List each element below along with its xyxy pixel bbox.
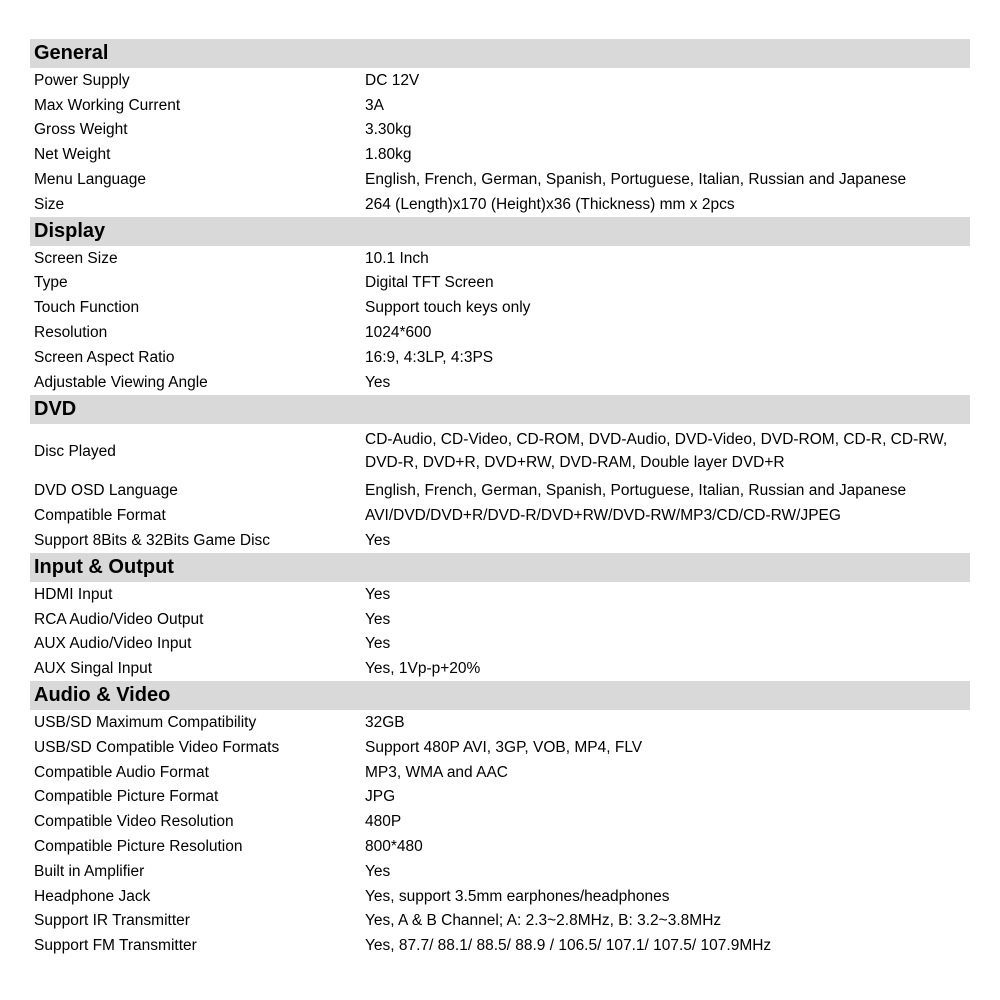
spec-label: Headphone Jack: [34, 887, 151, 905]
spec-value: AVI/DVD/DVD+R/DVD-R/DVD+RW/DVD-RW/MP3/CD/CD-RW/JPEG: [365, 507, 841, 525]
spec-section: [30, 681, 970, 958]
spec-label: Support 8Bits & 32Bits Game Disc: [34, 532, 271, 550]
spec-label: Compatible Audio Format: [34, 763, 209, 781]
table-row: [30, 656, 970, 681]
spec-section: [30, 395, 970, 553]
spec-label: Menu Language: [34, 171, 147, 189]
spec-value: Yes, support 3.5mm earphones/headphones: [365, 887, 670, 905]
table-row: [30, 271, 970, 296]
spec-value: Yes, 1Vp-p+20%: [365, 660, 481, 678]
table-row: [30, 503, 970, 528]
table-row: [30, 809, 970, 834]
spec-value: Support touch keys only: [365, 299, 531, 317]
spec-value: 800*480: [365, 838, 423, 856]
table-row: [30, 295, 970, 320]
spec-label: Max Working Current: [34, 96, 181, 114]
table-row: [30, 68, 970, 93]
spec-label: Size: [34, 195, 65, 213]
spec-label: Power Supply: [34, 71, 130, 89]
spec-value: 16:9, 4:3LP, 4:3PS: [365, 348, 494, 366]
table-row: [30, 118, 970, 143]
table-row: [30, 909, 970, 934]
spec-label: Support FM Transmitter: [34, 937, 197, 955]
spec-value: 264 (Length)x170 (Height)x36 (Thickness) mm x 2pcs: [365, 195, 735, 213]
spec-value: Yes: [365, 373, 391, 391]
spec-label: Type: [34, 274, 68, 292]
spec-label: RCA Audio/Video Output: [34, 610, 204, 628]
spec-value: 32GB: [365, 714, 405, 732]
spec-value: Yes: [365, 610, 391, 628]
section-header: DVD: [30, 395, 970, 424]
spec-section: [30, 39, 970, 217]
spec-label: Compatible Picture Resolution: [34, 838, 243, 856]
spec-value: Yes: [365, 532, 391, 550]
table-row: [30, 735, 970, 760]
spec-value: CD-Audio, CD-Video, CD-ROM, DVD-Audio, DVD-Video, DVD-ROM, CD-R, CD-RW, DVD-R, DVD+R, DVD+RW, DVD-RAM, Double layer DVD+R: [365, 431, 948, 472]
spec-value: Yes: [365, 585, 391, 603]
spec-value: 480P: [365, 813, 402, 831]
spec-value: 1.80kg: [365, 146, 412, 164]
table-row: [30, 933, 970, 958]
spec-label: Support IR Transmitter: [34, 912, 190, 930]
spec-label: USB/SD Compatible Video Formats: [34, 738, 280, 756]
spec-section: [30, 553, 970, 681]
section-header: Input & Output: [30, 553, 970, 582]
table-row: [30, 246, 970, 271]
table-row: [30, 370, 970, 395]
spec-value: Digital TFT Screen: [365, 274, 494, 292]
table-row: [30, 760, 970, 785]
table-row: [30, 528, 970, 553]
spec-label: Disc Played: [34, 442, 116, 460]
spec-label: Gross Weight: [34, 121, 128, 139]
spec-label: Touch Function: [34, 299, 140, 317]
spec-value: 3A: [365, 96, 384, 114]
spec-label: USB/SD Maximum Compatibility: [34, 714, 257, 732]
table-row: [30, 479, 970, 504]
spec-label: HDMI Input: [34, 585, 113, 603]
table-row: [30, 192, 970, 217]
spec-value: MP3, WMA and AAC: [365, 763, 508, 781]
spec-value: 1024*600: [365, 324, 432, 342]
table-row: [30, 345, 970, 370]
spec-sheet: [30, 39, 970, 958]
table-row: [30, 93, 970, 118]
spec-value: DC 12V: [365, 71, 420, 89]
table-row: [30, 710, 970, 735]
table-row: [30, 834, 970, 859]
table-row: [30, 142, 970, 167]
spec-label: Adjustable Viewing Angle: [34, 373, 208, 391]
spec-value: 3.30kg: [365, 121, 412, 139]
spec-value: Support 480P AVI, 3GP, VOB, MP4, FLV: [365, 738, 643, 756]
section-header: Audio & Video: [30, 681, 970, 710]
table-row: [30, 859, 970, 884]
spec-label: Net Weight: [34, 146, 111, 164]
spec-label: Resolution: [34, 324, 108, 342]
table-row: [30, 884, 970, 909]
spec-label: Built in Amplifier: [34, 862, 145, 880]
spec-value: Yes: [365, 635, 391, 653]
section-header: General: [30, 39, 970, 68]
spec-value: Yes, A & B Channel; A: 2.3~2.8MHz, B: 3.2~3.8MHz: [365, 912, 722, 930]
table-row: [30, 320, 970, 345]
spec-label: Compatible Picture Format: [34, 788, 219, 806]
spec-label: Screen Aspect Ratio: [34, 348, 175, 366]
spec-value: English, French, German, Spanish, Portuguese, Italian, Russian and Japanese: [365, 482, 907, 500]
spec-label: Compatible Video Resolution: [34, 813, 234, 831]
spec-label: DVD OSD Language: [34, 482, 178, 500]
table-row: [30, 582, 970, 607]
spec-label: AUX Singal Input: [34, 660, 153, 678]
section-header: Display: [30, 217, 970, 246]
table-row: [30, 607, 970, 632]
spec-value: JPG: [365, 788, 396, 806]
table-row: [30, 785, 970, 810]
table-row: [30, 167, 970, 192]
spec-label: Compatible Format: [34, 507, 166, 525]
spec-value: Yes, 87.7/ 88.1/ 88.5/ 88.9 / 106.5/ 107.1/ 107.5/ 107.9MHz: [365, 937, 772, 955]
spec-value: Yes: [365, 862, 391, 880]
table-row: [30, 424, 970, 479]
spec-section: [30, 217, 970, 395]
table-row: [30, 632, 970, 657]
spec-value: 10.1 Inch: [365, 249, 429, 267]
spec-label: AUX Audio/Video Input: [34, 635, 192, 653]
spec-label: Screen Size: [34, 249, 118, 267]
spec-value: English, French, German, Spanish, Portuguese, Italian, Russian and Japanese: [365, 171, 907, 189]
